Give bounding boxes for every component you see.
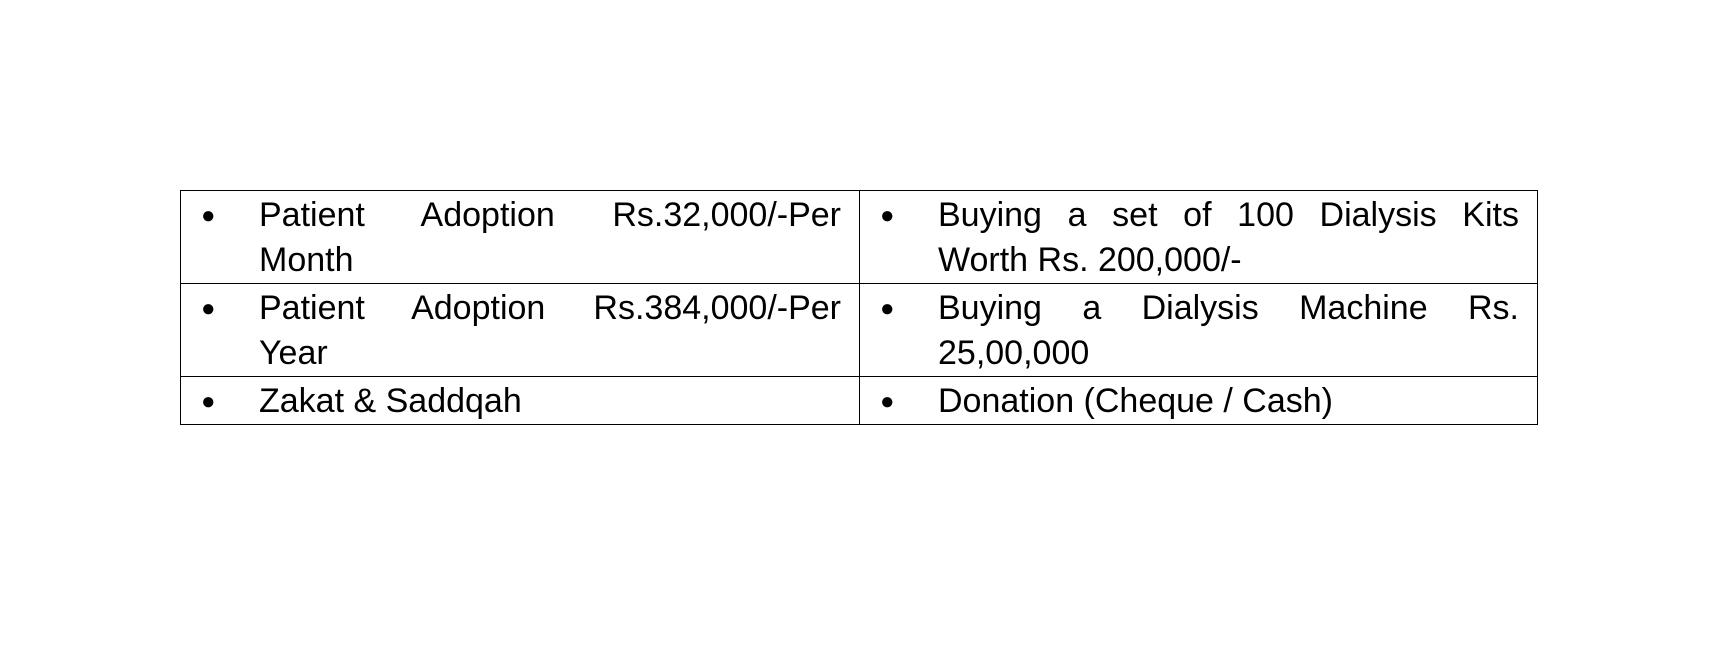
option-text: Patient Adoption Rs.32,000/-Per Month xyxy=(259,196,841,279)
table-row xyxy=(181,377,1538,425)
bullet-icon: ● xyxy=(880,202,895,229)
table-row xyxy=(181,284,1538,377)
option-text: Patient Adoption Rs.384,000/-Per Year xyxy=(259,289,841,372)
table-row xyxy=(181,191,1538,284)
bullet-icon: ● xyxy=(201,295,216,322)
table-cell xyxy=(860,191,1538,284)
table-cell xyxy=(181,284,860,377)
option-text: Zakat & Saddqah xyxy=(259,382,522,420)
option-text: Donation (Cheque / Cash) xyxy=(938,382,1334,420)
bullet-icon: ● xyxy=(880,388,895,415)
bullet-icon: ● xyxy=(201,388,216,415)
table-cell xyxy=(181,191,860,284)
bullet-icon: ● xyxy=(880,295,895,322)
donation-options-table xyxy=(180,190,1538,425)
table-cell xyxy=(860,284,1538,377)
bullet-icon: ● xyxy=(201,202,216,229)
table-cell xyxy=(860,377,1538,425)
table-cell xyxy=(181,377,860,425)
option-text: Buying a set of 100 Dialysis Kits Worth Rs. 200,000/- xyxy=(938,196,1519,279)
option-text: Buying a Dialysis Machine Rs. 25,00,000 xyxy=(938,289,1519,372)
